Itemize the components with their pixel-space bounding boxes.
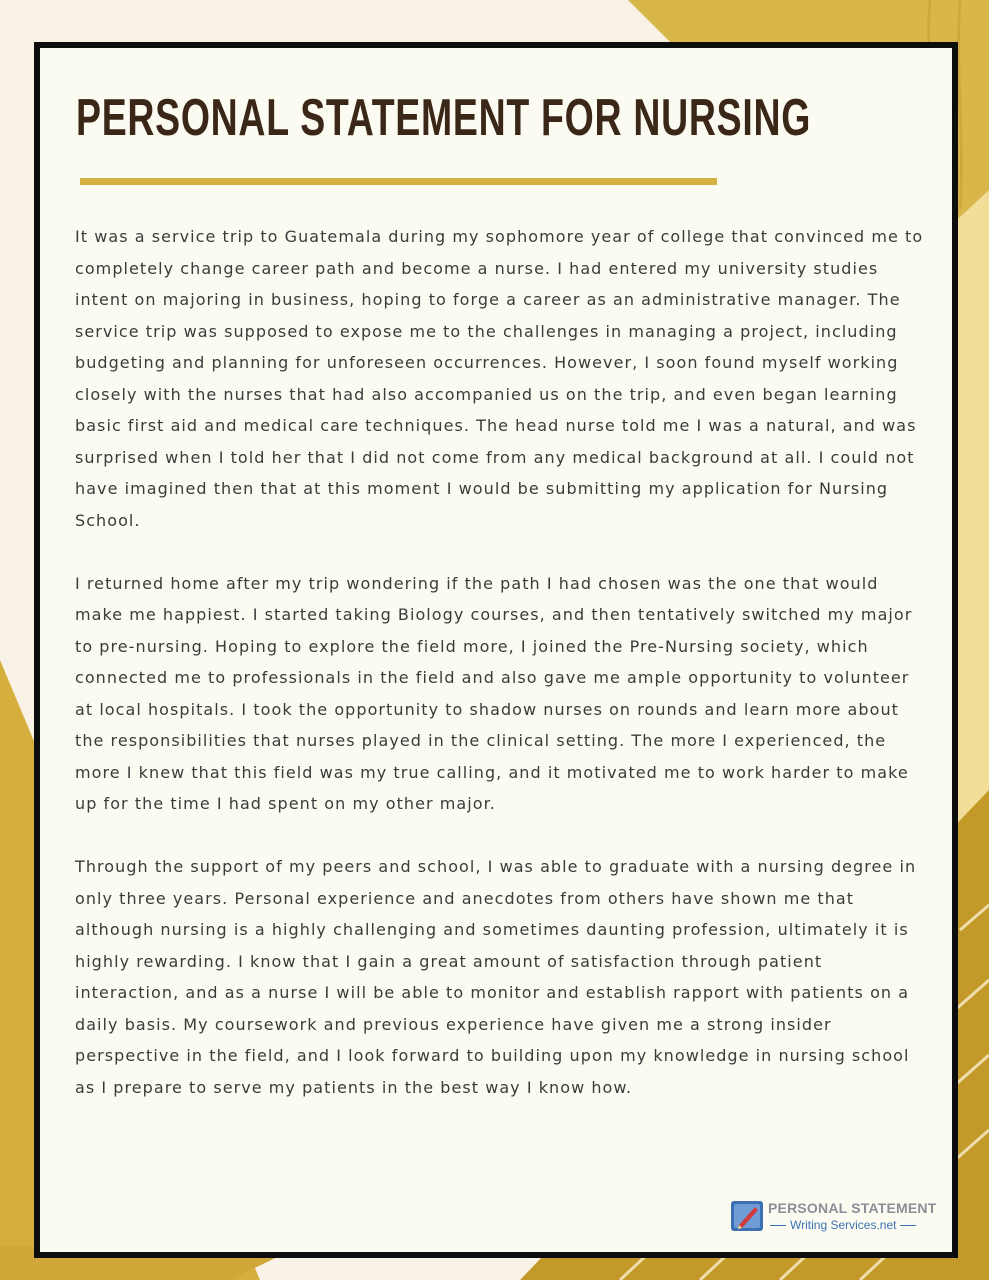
statement-body xyxy=(75,221,925,1135)
statement-card xyxy=(34,42,958,1258)
logo-text-sub xyxy=(770,1218,936,1232)
paragraph: Through the support of my peers and school, I was able to graduate with a nursing degree in only three years. Personal experience and anecdotes from others have shown me that although nursing is a highly challenging and sometimes daunting profession, ultimately it is highly rewarding. I know that I gain a great amount of satisfaction through patient interaction, and as a nurse I will be able to monitor and establish rapport with patients on a daily basis. My coursework and previous experience have given me a strong insider perspective in the field, and I look forward to building upon my knowledge in nursing school as I prepare to serve my patients in the best way I know how. xyxy=(75,857,917,1097)
brand-logo xyxy=(730,1198,940,1238)
title-underline xyxy=(80,178,717,185)
pen-icon xyxy=(730,1200,764,1232)
page-title: PERSONAL STATEMENT FOR NURSING xyxy=(76,89,812,147)
logo-dash-left xyxy=(770,1225,786,1226)
logo-subtitle: Writing Services.net xyxy=(790,1218,897,1232)
logo-text-main: PERSONAL STATEMENT xyxy=(768,1200,937,1216)
logo-dash-right xyxy=(900,1225,916,1226)
paragraph: It was a service trip to Guatemala during my sophomore year of college that convinced me to completely change career path and become a nurse. I had entered my university studies intent on majoring in business, hoping to forge a career as an administrative manager. The service trip was supposed to expose me to the challenges in managing a project, including budgeting and planning for unforeseen occurrences. However, I soon found myself working closely with the nurses that had also accompanied us on the trip, and even began learning basic first aid and medical care techniques. The head nurse told me I was a natural, and was surprised when I told her that I did not come from any medical background at all. I could not have imagined then that at this moment I would be submitting my application for Nursing School. xyxy=(75,227,924,530)
paragraph: I returned home after my trip wondering if the path I had chosen was the one that would make me happiest. I started taking Biology courses, and then tentatively switched my major to pre-nursing. Hoping to explore the field more, I joined the Pre-Nursing society, which connected me to professionals in the field and also gave me ample opportunity to volunteer at local hospitals. I took the opportunity to shadow nurses on rounds and learn more about the responsibilities that nurses played in the clinical setting. The more I experienced, the more I knew that this field was my true calling, and it motivated me to work harder to make up for the time I had spent on my other major. xyxy=(75,573,913,813)
